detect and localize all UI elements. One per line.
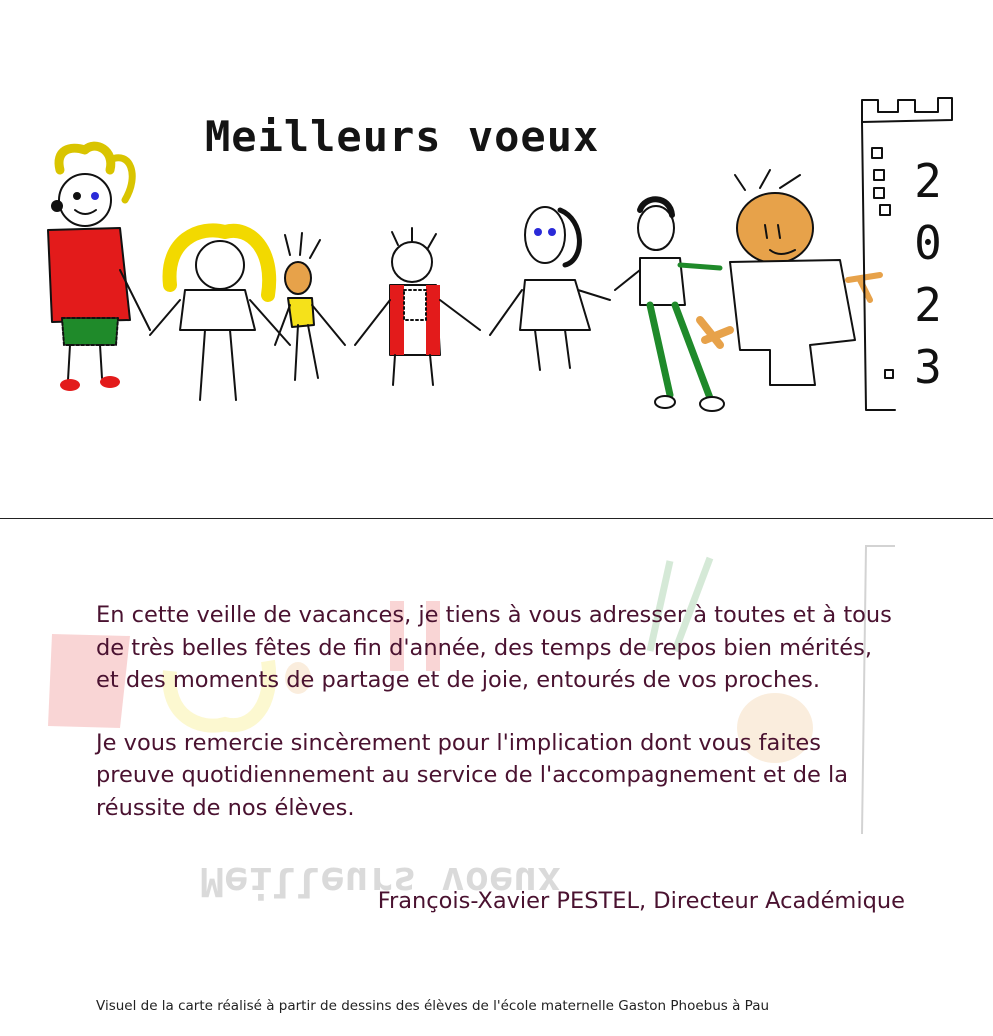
card-back (0, 519, 993, 1036)
year-digit: 0 (914, 216, 942, 270)
greeting-message (96, 599, 896, 824)
child-green-pants-figure (615, 199, 724, 411)
message-paragraph: Je vous remercie sincèrement pour l'implication dont vous faites preuve quotidiennement au service de l'accompagnement et de la réussite de nos élèves. (96, 729, 849, 821)
child-blue-eyes-figure (490, 207, 610, 370)
year-digit: 2 (914, 154, 942, 208)
child-yellow-hair-figure (150, 230, 290, 400)
illustration-credit: Visuel de la carte réalisé à partir de dessins des élèves de l'école maternelle Gaston Phoebus à Pau (96, 998, 770, 1014)
signature: François-Xavier PESTEL, Directeur Académique (377, 888, 905, 914)
greeting-title: Meilleurs voeux (205, 112, 600, 161)
year-digit: 3 (914, 340, 942, 394)
year-vertical (908, 150, 948, 398)
child-red-dress-figure (48, 146, 150, 391)
message-paragraph: En cette veille de vacances, je tiens à vous adresser à toutes et à tous de très belles fêtes de fin d'année, des temps de repos bien mérités, et des moments de partage et de joie, entourés de vos proches. (96, 602, 892, 693)
child-orange-head-figure (275, 233, 345, 380)
year-digit: 2 (914, 278, 942, 332)
child-big-orange-head-figure (700, 170, 880, 385)
child-plaid-dress-figure (355, 228, 480, 385)
mirrored-title-watermark: Meilleurs voeux (200, 858, 562, 904)
